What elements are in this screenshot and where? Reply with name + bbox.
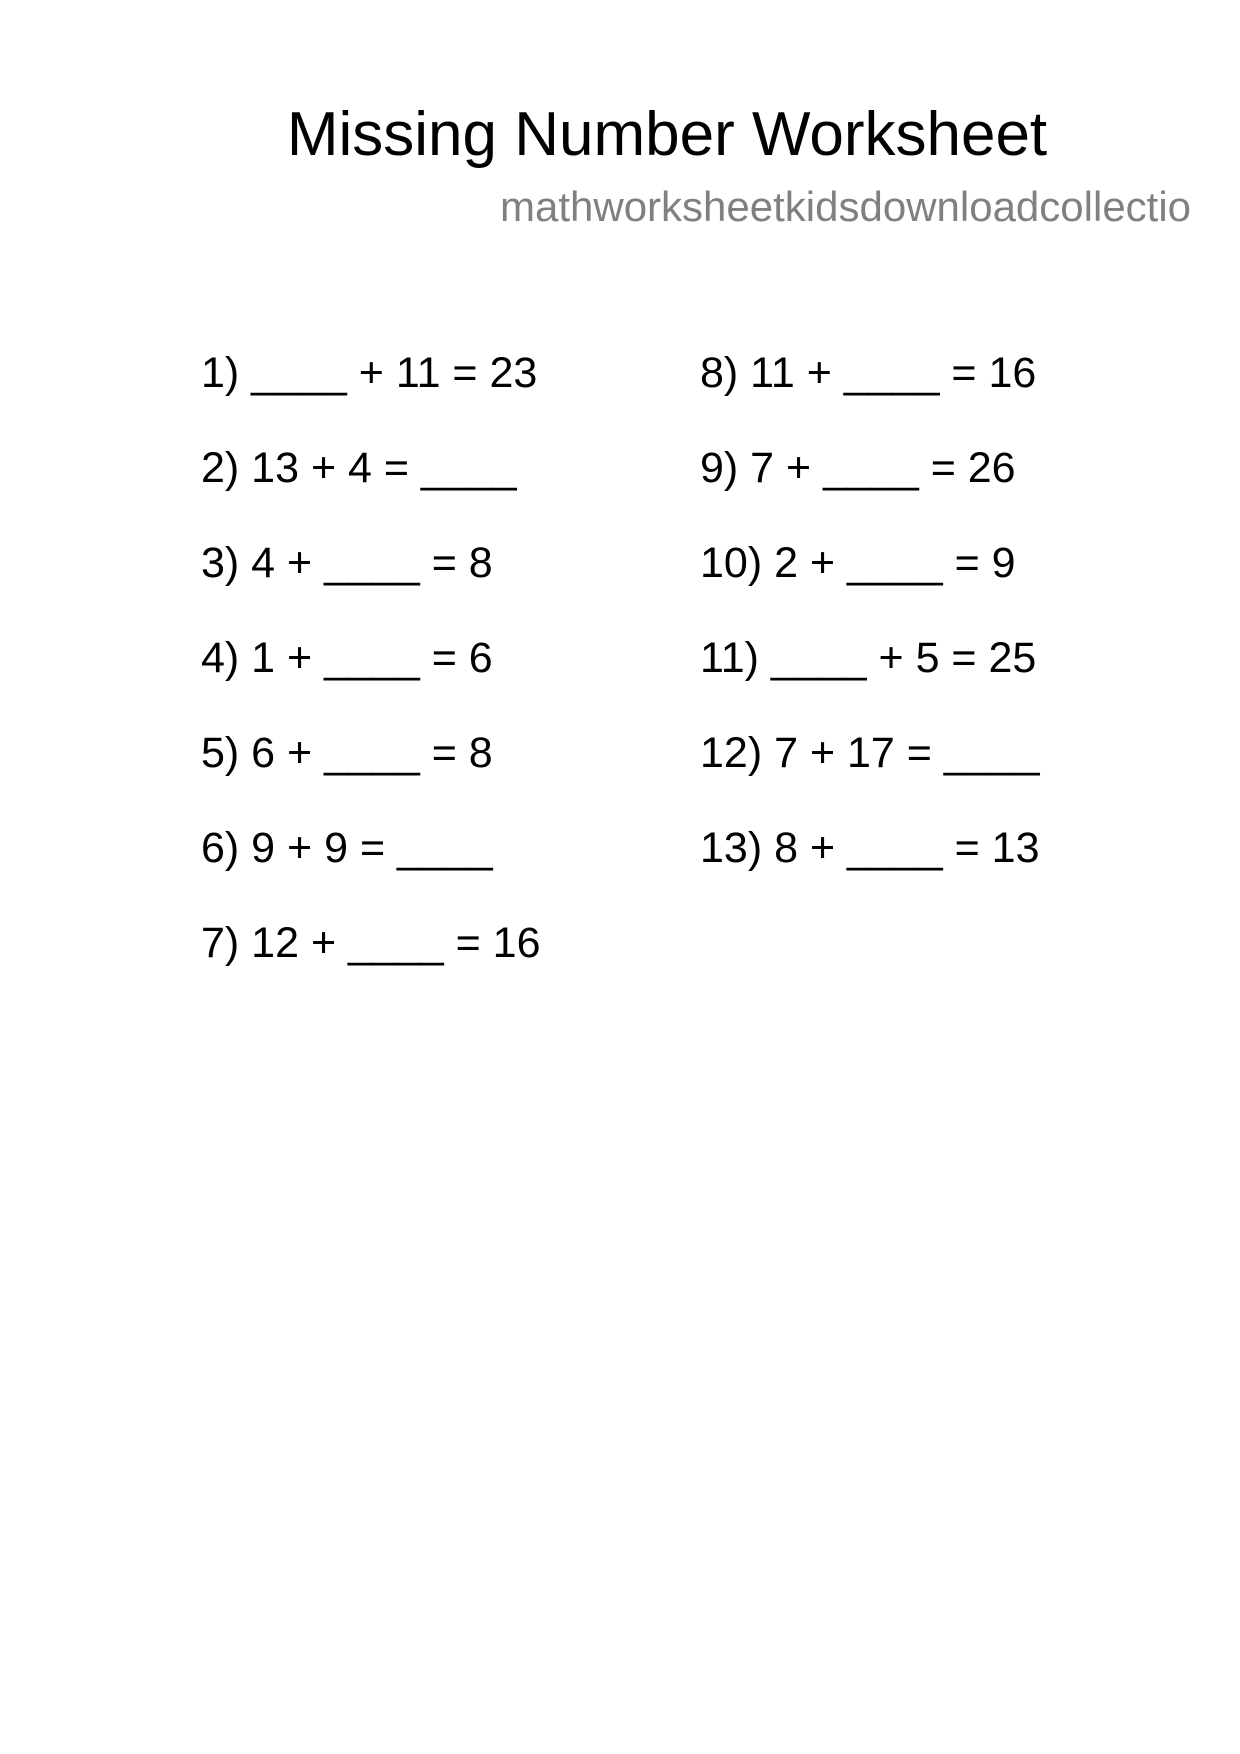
watermark-text: mathworksheetkidsdownloadcollectio [500,183,1192,230]
problem-item: 3) 4 + ____ = 8 [201,539,493,587]
problem-item: 12) 7 + 17 = ____ [700,729,1040,777]
problem-item: 13) 8 + ____ = 13 [700,824,1040,872]
problem-item: 2) 13 + 4 = ____ [201,444,517,492]
problem-item: 5) 6 + ____ = 8 [201,729,493,777]
problems-column-left [201,348,541,1013]
problems-column-right [700,348,1040,918]
problem-item: 11) ____ + 5 = 25 [700,634,1037,682]
problem-item: 8) 11 + ____ = 16 [700,349,1037,397]
worksheet-title: Missing Number Worksheet [286,100,1048,169]
problem-item: 4) 1 + ____ = 6 [201,634,493,682]
problem-item: 7) 12 + ____ = 16 [201,919,541,967]
problem-item: 10) 2 + ____ = 9 [700,539,1016,587]
problem-item: 9) 7 + ____ = 26 [700,444,1016,492]
problem-item: 6) 9 + 9 = ____ [201,824,493,872]
problem-item: 1) ____ + 11 = 23 [201,349,538,397]
